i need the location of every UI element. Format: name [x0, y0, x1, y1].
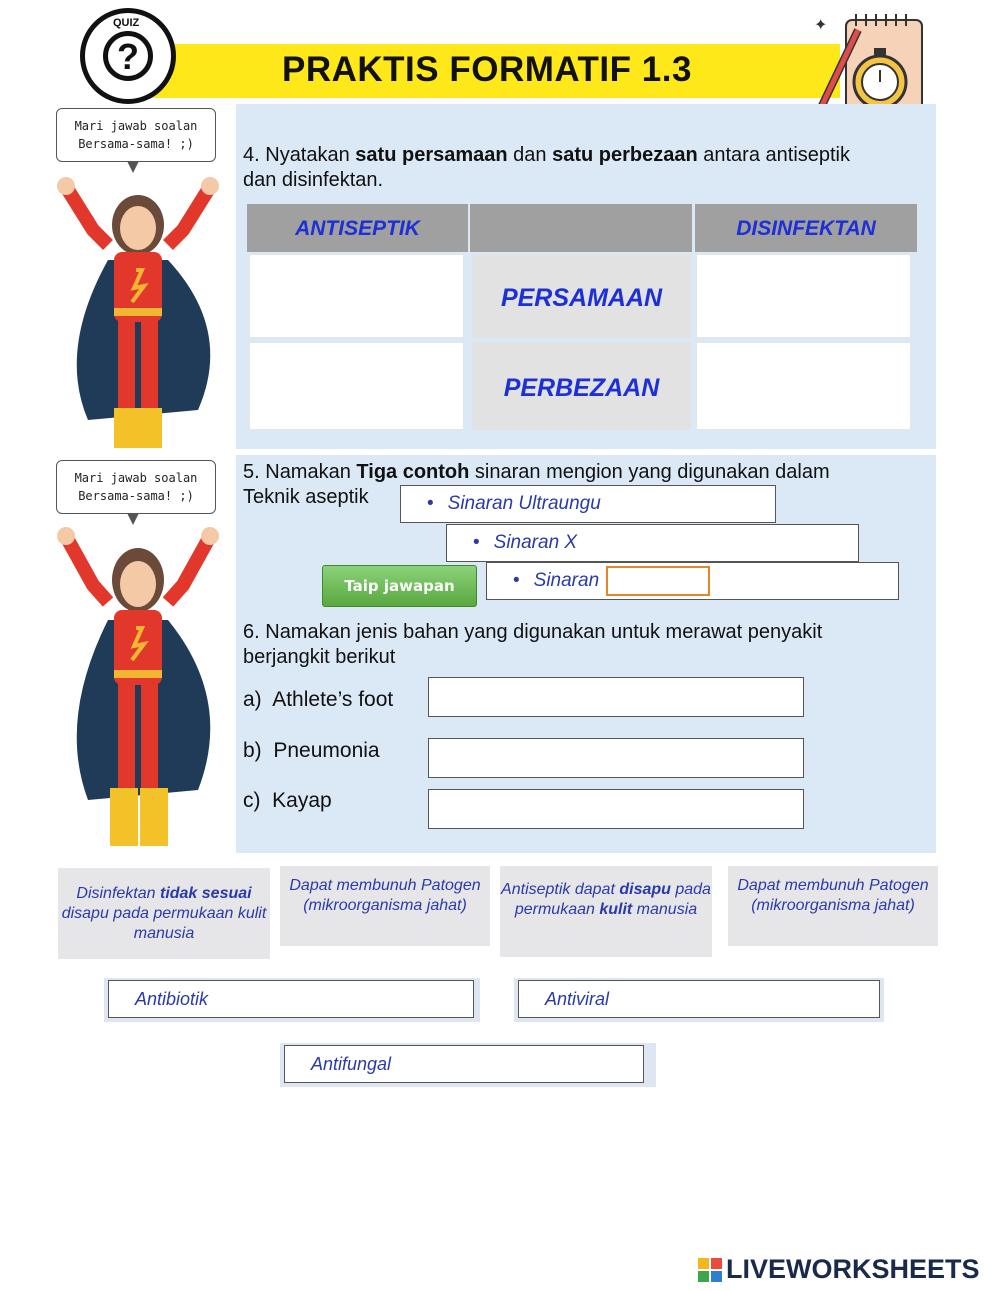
answer-item: • Sinaran Ultraungu	[400, 485, 776, 523]
drop-zone-athletes-foot[interactable]	[428, 677, 804, 717]
drop-zone-antiseptik-persamaan[interactable]	[249, 254, 464, 338]
drop-zone-pneumonia[interactable]	[428, 738, 804, 778]
drag-chip-antifungal[interactable]: Antifungal	[284, 1045, 644, 1083]
page-title: PRAKTIS FORMATIF 1.3	[282, 50, 692, 89]
drop-zone-antiseptik-perbezaan[interactable]	[249, 342, 464, 430]
drop-zone-kayap[interactable]	[428, 789, 804, 829]
question-6-text: 6. Namakan jenis bahan yang digunakan untuk merawat penyakit berjangkit berikut	[243, 621, 823, 668]
drag-card-membunuh-patogen[interactable]: Dapat membunuh Patogen (mikroorganisma jahat)	[280, 866, 490, 946]
bubble-line1: Mari jawab soalan	[74, 471, 198, 485]
speech-bubble	[56, 460, 216, 514]
quiz-badge-label: QUIZ	[113, 17, 140, 29]
drop-zone-disinfektan-perbezaan[interactable]	[696, 342, 911, 430]
speech-bubble	[56, 108, 216, 162]
item-label-b: b) Pneumonia	[243, 739, 380, 762]
drag-chip-antiviral[interactable]: Antiviral	[518, 980, 880, 1018]
table-header-middle	[470, 204, 692, 252]
liveworksheets-logo[interactable]: LIVEWORKSHEETS	[726, 1254, 980, 1284]
row-label-perbezaan: PERBEZAAN	[472, 342, 691, 430]
drag-chip-antibiotik[interactable]: Antibiotik	[108, 980, 474, 1018]
superhero-girl-illustration	[48, 520, 228, 850]
table-header-antiseptik: ANTISEPTIK	[247, 204, 468, 252]
question-5-text: 5. Namakan Tiga contoh sinaran mengion yang digunakan dalam	[243, 461, 830, 483]
sinaran-answer-input[interactable]	[606, 566, 710, 596]
bubble-line2: Bersama-sama! ;)	[78, 489, 194, 503]
svg-text:✦: ✦	[814, 15, 828, 34]
quiz-badge-icon	[80, 8, 176, 104]
drag-chip-wrapper	[104, 978, 480, 1022]
taip-jawapan-button[interactable]: Taip jawapan	[322, 565, 477, 607]
drag-card-antiseptik-disapu[interactable]: Antiseptik dapat disapu pada permukaan kulit manusia	[500, 866, 712, 957]
item-label-a: a) Athlete’s foot	[243, 688, 394, 711]
row-label-persamaan: PERSAMAAN	[472, 254, 691, 338]
table-header-disinfektan: DISINFEKTAN	[695, 204, 917, 252]
drag-card-disinfektan-tidak-sesuai[interactable]: Disinfektan tidak sesuai disapu pada permukaan kulit manusia	[58, 868, 270, 959]
question-mark-icon: ?	[103, 31, 153, 81]
bubble-line1: Mari jawab soalan	[74, 119, 198, 133]
answer-item: • Sinaran	[486, 562, 899, 600]
question-4-text: 4. Nyatakan satu persamaan dan satu perbezaan antara antiseptik dan disinfektan.	[243, 144, 851, 191]
drag-chip-wrapper	[514, 978, 884, 1022]
drag-card-membunuh-patogen[interactable]: Dapat membunuh Patogen (mikroorganisma jahat)	[728, 866, 938, 946]
superhero-girl-illustration	[48, 170, 228, 460]
question-5-text-line2: Teknik aseptik	[243, 486, 369, 508]
answer-item: • Sinaran X	[446, 524, 859, 562]
drag-chip-wrapper	[280, 1043, 656, 1087]
bubble-line2: Bersama-sama! ;)	[78, 137, 194, 151]
liveworksheets-logo-icon	[698, 1258, 722, 1282]
item-label-c: c) Kayap	[243, 789, 332, 812]
drop-zone-disinfektan-persamaan[interactable]	[696, 254, 911, 338]
